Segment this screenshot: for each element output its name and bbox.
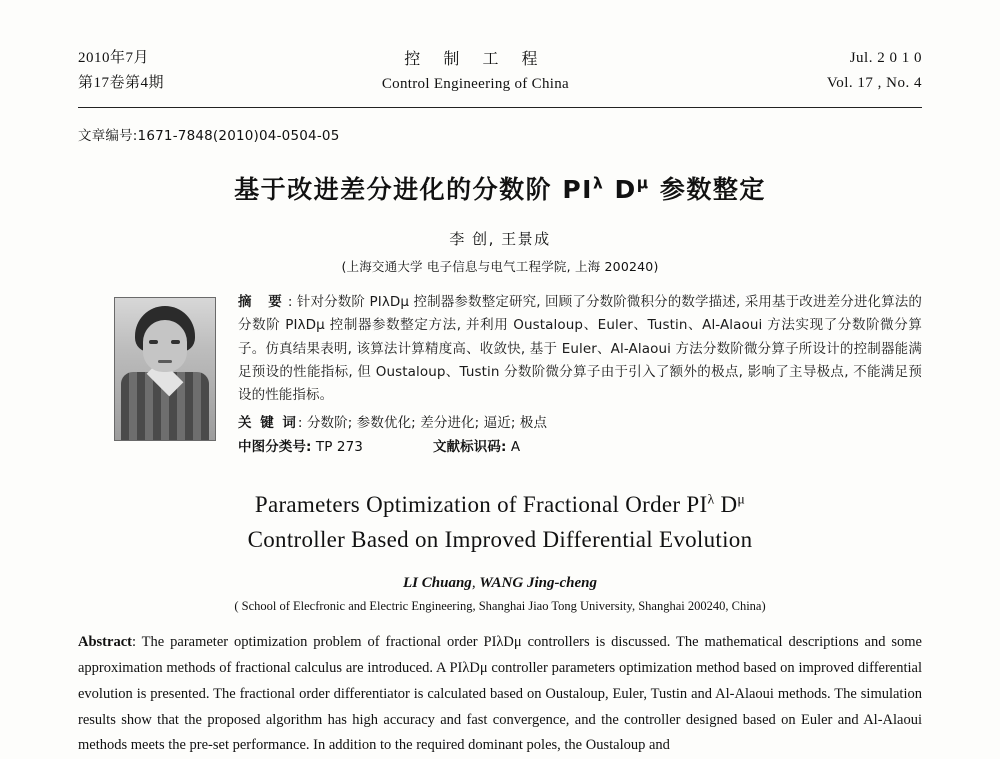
- abstract-en-text: : The parameter optimization problem of fractional order PIλDμ controllers is discussed. The mathematical descriptions and some approximation methods of fractional calculus are introduced. A PIλDμ controller parameters optimization method based on improved differential evolution is presented. The fractional order differentiator is calculated based on Oustaloup, Euler, Tustin and Al-Alaoui methods. The simulation results show that the proposed algorithm has high accuracy and fast convergence, and the controller designed based on Euler and Al-Alaoui methods meets the pre-set performance. In addition to the required dominant poles, the Oustaloup and: [78, 634, 922, 754]
- title-en-lambda: λ: [707, 491, 715, 507]
- affiliation-cn: (上海交通大学 电子信息与电气工程学院, 上海 200240): [341, 259, 659, 275]
- clc-value: TP 273: [315, 439, 363, 456]
- keywords-cn-label: 关 键 词: [238, 415, 298, 432]
- title-cn-part1: 基于改进差分进化的分数阶 PI: [234, 175, 593, 205]
- journal-title-en: Control Engineering of China: [381, 76, 569, 93]
- title-en-line2: Controller Based on Improved Differential Evolution: [247, 526, 753, 552]
- author-portrait-photo: [114, 297, 216, 441]
- affiliation-en: ( School of Elecfronic and Electric Engineering, Shanghai Jiao Tong University, Shanghai 200240, China): [234, 599, 766, 614]
- title-en-mu: μ: [737, 491, 746, 507]
- portrait-face: [143, 320, 187, 372]
- running-head-left: [78, 46, 164, 96]
- title-cn-mu: μ: [636, 174, 650, 193]
- authors-cn: 李 创, 王景成: [449, 230, 551, 249]
- authors-en: [78, 575, 922, 592]
- running-head-center: [382, 46, 569, 97]
- clc-label: 中图分类号:: [238, 439, 312, 456]
- title-cn-part3: 参数整定: [649, 175, 766, 205]
- portrait-eye-right: [171, 340, 180, 344]
- author-en-2: WANG Jing-cheng: [479, 575, 597, 592]
- title-en-line1: [78, 488, 922, 523]
- volume-issue-cn: 第17卷第4期: [78, 74, 165, 91]
- classification-line: [238, 435, 922, 455]
- clc-group: [238, 435, 363, 455]
- volume-issue-en: Vol. 17 , No. 4: [826, 74, 922, 91]
- portrait-eye-left: [149, 340, 158, 344]
- title-en-part1: Parameters Optimization of Fractional Order PI: [254, 492, 708, 518]
- page-title-cn: [78, 170, 922, 206]
- issue-date-en: Jul. 2 0 1 0: [849, 50, 922, 66]
- abstract-en-label: Abstract: [78, 634, 132, 651]
- title-en-part2: D: [714, 492, 738, 518]
- doc-code-label: 文献标识码:: [432, 439, 507, 456]
- abstract-cn-label: 摘 要: [238, 294, 288, 311]
- title-cn-part2: D: [604, 175, 637, 205]
- abstract-cn-text: : 针对分数阶 PIλDμ 控制器参数整定研究, 回顾了分数阶微积分的数学描述, 采用基于改进差分进化算法的分数阶 PIλDμ 控制器参数整定方法, 并利用 Oustaloup、Euler、Tustin、Al-Alaoui 方法实现了分数阶微分算子。仿真结果表明, 该算法计算精度高、收敛快, 基于 Euler、Al-Alaoui 方法分数阶微分算子所设计的控制器能满足预设的性能指标, 但 Oustaloup、Tustin 分数阶微分算子由于引入了额外的极点, 影响了主导极点, 不能满足预设的性能指标。: [238, 294, 922, 404]
- running-head-right: [827, 46, 922, 96]
- doc-code-group: [433, 435, 520, 455]
- portrait-mouth: [158, 360, 172, 363]
- abstract-en-block: [78, 630, 922, 759]
- doc-code-value: A: [510, 439, 521, 456]
- header-divider: [78, 107, 922, 108]
- title-cn-lambda: λ: [592, 174, 605, 193]
- running-head: [0, 0, 1000, 97]
- article-number: 文章编号:1671-7848(2010)04-0504-05: [78, 128, 340, 145]
- journal-title-cn: 控 制 工 程: [404, 49, 547, 68]
- authors-en-separator: ,: [471, 575, 480, 592]
- keywords-cn-text: : 分数阶; 参数优化; 差分进化; 逼近; 极点: [297, 415, 548, 432]
- issue-date-cn: 2010年7月: [78, 50, 150, 66]
- abstract-cn-block: [78, 291, 922, 466]
- page-title-en: [78, 488, 922, 557]
- author-en-1: LI Chuang: [403, 575, 472, 592]
